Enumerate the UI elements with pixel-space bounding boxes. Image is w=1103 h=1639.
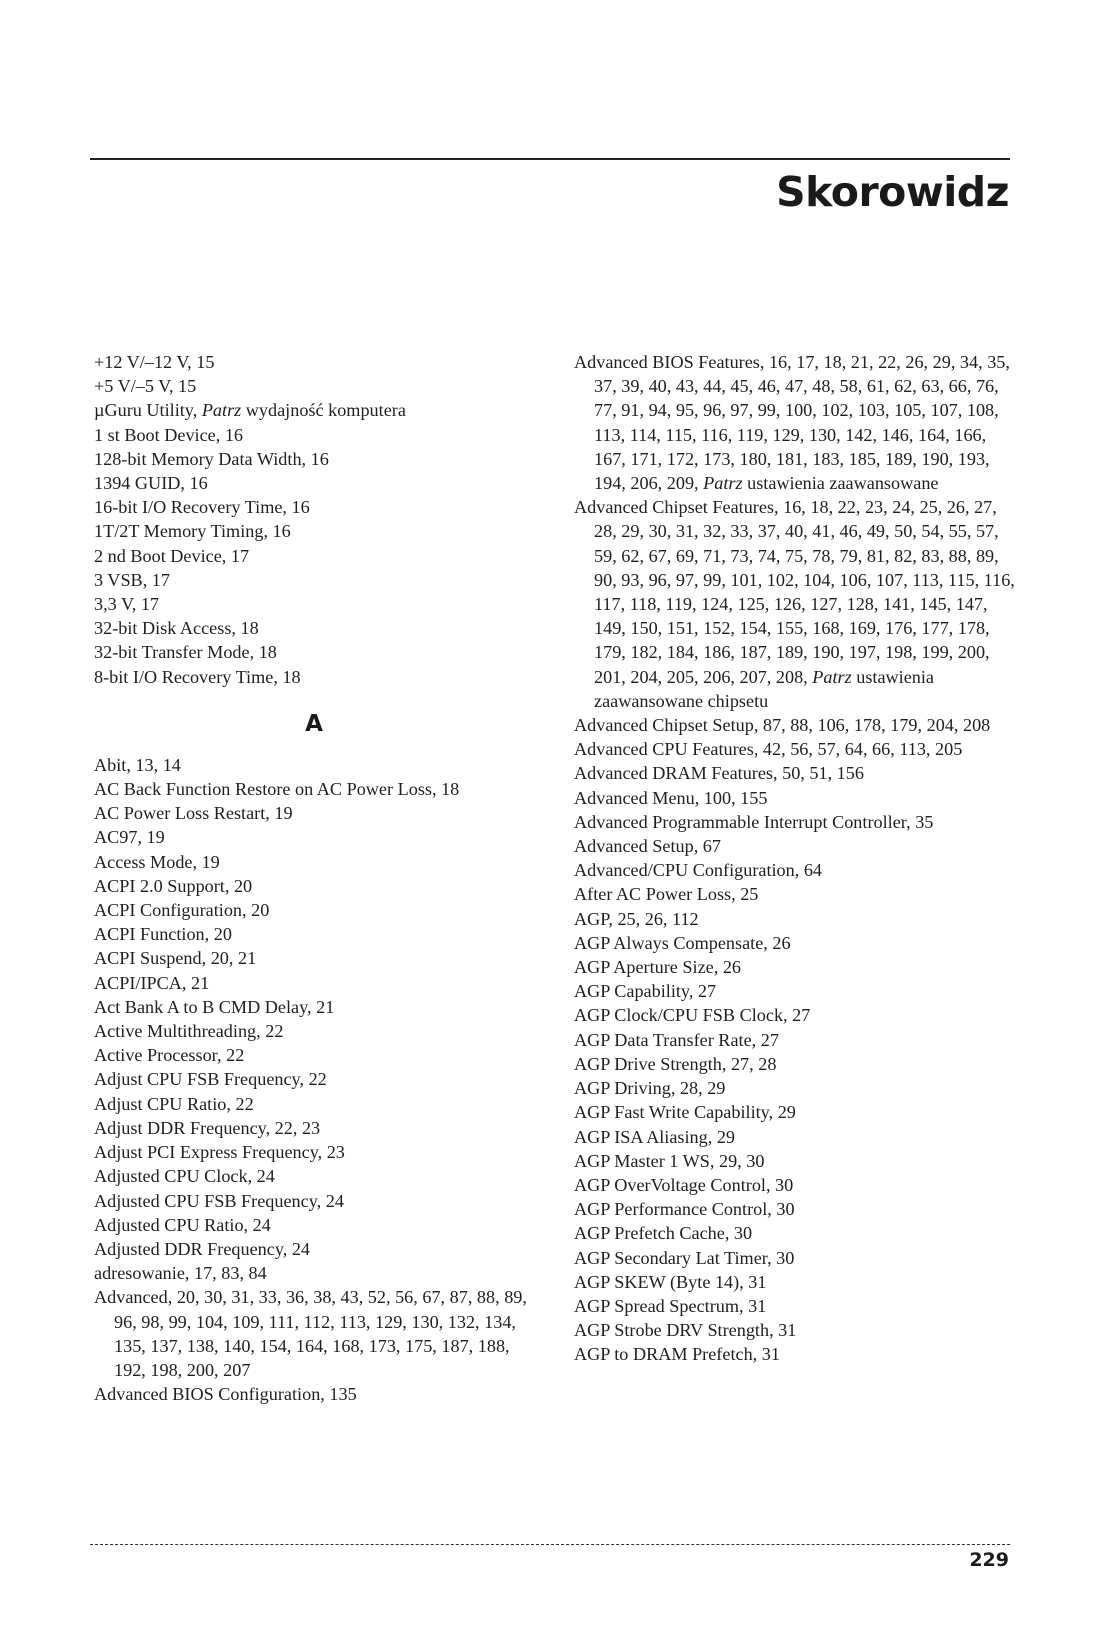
index-entry <box>574 1076 1020 1100</box>
index-entry <box>574 1100 1020 1124</box>
index-entry-text: Adjusted CPU FSB Frequency, 24 <box>94 1190 344 1211</box>
index-entry-text: Advanced Chipset Features, 16, 18, 22, 23, 24, 25, 26, 27, 28, 29, 30, 31, 32, 33, 37, 40, 41, 46, 49, 50, 54, 55, 57, 59, 62, 67, 69, 71, 73, 74, 75, 78, 79, 81, 82, 83, 88, 89, 90, 93, 96, 97, 99, 101, 102, 104, 106, 107, 113, 115, 116, 117, 118, 119, 124, 125, 126, 127, 128, 141, 145, 147, 149, 150, 151, 152, 154, 155, 168, 169, 176, 177, 178, 179, 182, 184, 186, 187, 189, 190, 197, 198, 199, 200, 201, 204, 205, 206, 207, 208, <box>574 497 1015 687</box>
index-entry-text: AGP Driving, 28, 29 <box>574 1078 726 1099</box>
index-entry <box>94 1043 534 1067</box>
index-entry <box>94 1261 534 1285</box>
index-entry-text: AC97, 19 <box>94 827 165 848</box>
index-entry <box>94 1189 534 1213</box>
symbols-entry-list <box>94 350 534 689</box>
index-entry <box>574 786 1020 810</box>
index-entry-text: AGP Clock/CPU FSB Clock, 27 <box>574 1005 811 1026</box>
index-entry-text: ACPI 2.0 Support, 20 <box>94 875 253 896</box>
index-entry <box>94 1067 534 1091</box>
index-entry-text: Adjust DDR Frequency, 22, 23 <box>94 1117 321 1138</box>
index-entry <box>574 955 1020 979</box>
index-entry-text: Advanced CPU Features, 42, 56, 57, 64, 66, 113, 205 <box>574 739 963 760</box>
index-entry <box>94 777 534 801</box>
index-entry-text: 1 st Boot Device, 16 <box>94 424 244 445</box>
index-entry <box>94 971 534 995</box>
index-entry <box>574 761 1020 785</box>
index-entry-text: Adjusted CPU Clock, 24 <box>94 1166 275 1187</box>
index-entry-text: AC Power Loss Restart, 19 <box>94 803 293 824</box>
index-entry <box>574 350 1020 495</box>
index-entry <box>94 447 534 471</box>
index-entry <box>574 1052 1020 1076</box>
index-entry <box>94 423 534 447</box>
index-entry <box>574 979 1020 1003</box>
index-entry <box>94 640 534 664</box>
see-reference: Patrz <box>812 666 852 687</box>
index-entry <box>574 834 1020 858</box>
index-entry <box>94 753 534 777</box>
index-entry-text: Advanced Menu, 100, 155 <box>574 787 768 808</box>
index-entry <box>574 713 1020 737</box>
index-entry-text: 32-bit Disk Access, 18 <box>94 618 259 639</box>
index-entry <box>94 1140 534 1164</box>
index-entry <box>94 350 534 374</box>
index-entry <box>94 1019 534 1043</box>
index-entry-text: AGP Capability, 27 <box>574 981 717 1002</box>
index-entry <box>94 1382 534 1406</box>
index-entry-text: Advanced BIOS Features, 16, 17, 18, 21, 22, 26, 29, 34, 35, 37, 39, 40, 43, 44, 45, 46, 47, 48, 58, 61, 62, 63, 66, 76, 77, 91, 94, 95, 96, 97, 99, 100, 102, 103, 105, 107, 108, 113, 114, 115, 116, 119, 129, 130, 142, 146, 164, 166, 167, 171, 172, 173, 180, 181, 183, 185, 189, 190, 193, 194, 206, 209, <box>574 352 1010 494</box>
index-entry <box>94 995 534 1019</box>
index-entry <box>94 946 534 970</box>
index-entry <box>94 825 534 849</box>
index-entry-text: Advanced BIOS Configuration, 135 <box>94 1384 357 1405</box>
index-entry-text: AGP Always Compensate, 26 <box>574 932 791 953</box>
index-entry-text: Advanced/CPU Configuration, 64 <box>574 860 823 881</box>
index-entry-text: Abit, 13, 14 <box>94 754 181 775</box>
index-entry-text: Active Processor, 22 <box>94 1045 245 1066</box>
index-entry-text: Adjusted DDR Frequency, 24 <box>94 1238 311 1259</box>
index-entry <box>94 471 534 495</box>
index-entry-text: AGP Master 1 WS, 29, 30 <box>574 1150 765 1171</box>
index-entry-text: AGP, 25, 26, 112 <box>574 908 699 929</box>
index-entry-text: AGP Drive Strength, 27, 28 <box>574 1053 777 1074</box>
index-entry-text: Advanced Chipset Setup, 87, 88, 106, 178, 179, 204, 208 <box>574 715 991 736</box>
index-entry-text: Adjust CPU FSB Frequency, 22 <box>94 1069 327 1090</box>
index-entry <box>94 374 534 398</box>
index-entry-text: ACPI Configuration, 20 <box>94 900 270 921</box>
index-entry-text: Advanced Programmable Interrupt Controller, 35 <box>574 811 934 832</box>
index-entry-text: AGP ISA Aliasing, 29 <box>574 1126 736 1147</box>
index-entry-text: 32-bit Transfer Mode, 18 <box>94 642 277 663</box>
index-column-left <box>94 350 534 1406</box>
index-entry <box>574 1003 1020 1027</box>
index-entry <box>574 1342 1020 1366</box>
index-entry <box>574 810 1020 834</box>
index-entry-text: 128-bit Memory Data Width, 16 <box>94 448 329 469</box>
index-entry <box>94 898 534 922</box>
index-entry-text: Active Multithreading, 22 <box>94 1021 284 1042</box>
index-entry <box>94 1116 534 1140</box>
index-entry-text: AGP Prefetch Cache, 30 <box>574 1223 753 1244</box>
index-entry-text: AGP Fast Write Capability, 29 <box>574 1102 796 1123</box>
index-entry-text: AC Back Function Restore on AC Power Loss, 18 <box>94 779 460 800</box>
index-entry-text: +5 V/–5 V, 15 <box>94 376 197 397</box>
index-entry <box>574 882 1020 906</box>
index-entry <box>94 665 534 689</box>
index-entry <box>94 398 534 422</box>
index-entry-text: µGuru Utility, <box>94 400 202 421</box>
index-entry <box>574 1197 1020 1221</box>
index-entry <box>574 907 1020 931</box>
right-entry-list <box>574 350 1020 1367</box>
header-rule <box>90 158 1010 160</box>
index-entry <box>94 1164 534 1188</box>
index-column-right <box>574 350 1020 1367</box>
index-entry <box>574 1125 1020 1149</box>
index-entry <box>94 495 534 519</box>
index-entry-text: AGP Data Transfer Rate, 27 <box>574 1029 779 1050</box>
index-entry-text: +12 V/–12 V, 15 <box>94 352 215 372</box>
a-entry-list <box>94 753 534 1406</box>
index-entry <box>574 1221 1020 1245</box>
index-entry-text: AGP to DRAM Prefetch, 31 <box>574 1344 780 1365</box>
index-entry-text: AGP Spread Spectrum, 31 <box>574 1295 767 1316</box>
see-target: ustawienia zaawansowane <box>742 473 939 494</box>
index-entry <box>574 1270 1020 1294</box>
index-entry-text: 3,3 V, 17 <box>94 594 160 615</box>
index-entry <box>94 1285 534 1382</box>
see-reference: Patrz <box>201 400 242 421</box>
index-entry-text: ACPI Function, 20 <box>94 924 232 945</box>
index-entry-text: adresowanie, 17, 83, 84 <box>94 1263 267 1284</box>
index-entry-text: AGP Aperture Size, 26 <box>574 957 742 978</box>
index-entry-text: Access Mode, 19 <box>94 851 220 872</box>
index-entry <box>574 1028 1020 1052</box>
index-entry-text: ACPI Suspend, 20, 21 <box>94 948 257 969</box>
index-entry <box>574 1246 1020 1270</box>
index-entry-text: Advanced, 20, 30, 31, 33, 36, 38, 43, 52, 56, 67, 87, 88, 89, 96, 98, 99, 104, 109, 111, 112, 113, 129, 130, 132, 134, 135, 137, 138, 140, 154, 164, 168, 173, 175, 187, 188, 192, 198, 200, 207 <box>94 1287 527 1380</box>
index-entry-text: 8-bit I/O Recovery Time, 18 <box>94 666 301 687</box>
index-entry-text: AGP Strobe DRV Strength, 31 <box>574 1320 797 1341</box>
index-entry <box>94 850 534 874</box>
see-target: wydajność komputera <box>241 400 406 421</box>
index-entry-text: 2 nd Boot Device, 17 <box>94 545 250 566</box>
index-entry <box>94 801 534 825</box>
chapter-title: Skorowidz <box>776 168 1009 216</box>
index-entry-text: After AC Power Loss, 25 <box>574 884 759 905</box>
index-entry-text: Advanced Setup, 67 <box>574 836 721 857</box>
index-entry <box>574 1149 1020 1173</box>
index-entry-text: Adjust CPU Ratio, 22 <box>94 1093 254 1114</box>
index-entry <box>94 519 534 543</box>
index-entry <box>574 1318 1020 1342</box>
index-entry-text: ACPI/IPCA, 21 <box>94 972 210 993</box>
index-entry <box>94 922 534 946</box>
index-entry <box>574 737 1020 761</box>
index-entry <box>574 1173 1020 1197</box>
index-entry <box>94 1092 534 1116</box>
index-entry <box>574 931 1020 955</box>
index-entry <box>94 568 534 592</box>
index-entry <box>94 592 534 616</box>
index-entry-text: Adjusted CPU Ratio, 24 <box>94 1214 271 1235</box>
index-entry <box>94 544 534 568</box>
see-reference: Patrz <box>703 473 743 494</box>
index-entry <box>574 495 1020 713</box>
index-entry <box>94 1213 534 1237</box>
index-entry-text: AGP Performance Control, 30 <box>574 1199 795 1220</box>
section-letter-heading: A <box>305 710 323 737</box>
index-entry <box>94 874 534 898</box>
footer-rule <box>90 1544 1010 1545</box>
index-entry-text: AGP OverVoltage Control, 30 <box>574 1174 794 1195</box>
index-entry-text: Adjust PCI Express Frequency, 23 <box>94 1142 345 1163</box>
index-entry-text: 1T/2T Memory Timing, 16 <box>94 521 291 542</box>
page-number: 229 <box>969 1549 1009 1571</box>
index-entry <box>574 1294 1020 1318</box>
index-entry-text: 16-bit I/O Recovery Time, 16 <box>94 497 310 518</box>
index-entry <box>94 616 534 640</box>
index-entry-text: AGP SKEW (Byte 14), 31 <box>574 1271 767 1292</box>
index-entry <box>94 1237 534 1261</box>
index-entry-text: Act Bank A to B CMD Delay, 21 <box>94 996 335 1017</box>
index-entry-text: 3 VSB, 17 <box>94 569 170 590</box>
index-entry-text: AGP Secondary Lat Timer, 30 <box>574 1247 795 1268</box>
index-entry-text: Advanced DRAM Features, 50, 51, 156 <box>574 763 864 784</box>
see-target: ustawienia zaawansowane chipsetu <box>594 666 934 711</box>
index-entry <box>574 858 1020 882</box>
index-entry-text: 1394 GUID, 16 <box>94 473 208 494</box>
